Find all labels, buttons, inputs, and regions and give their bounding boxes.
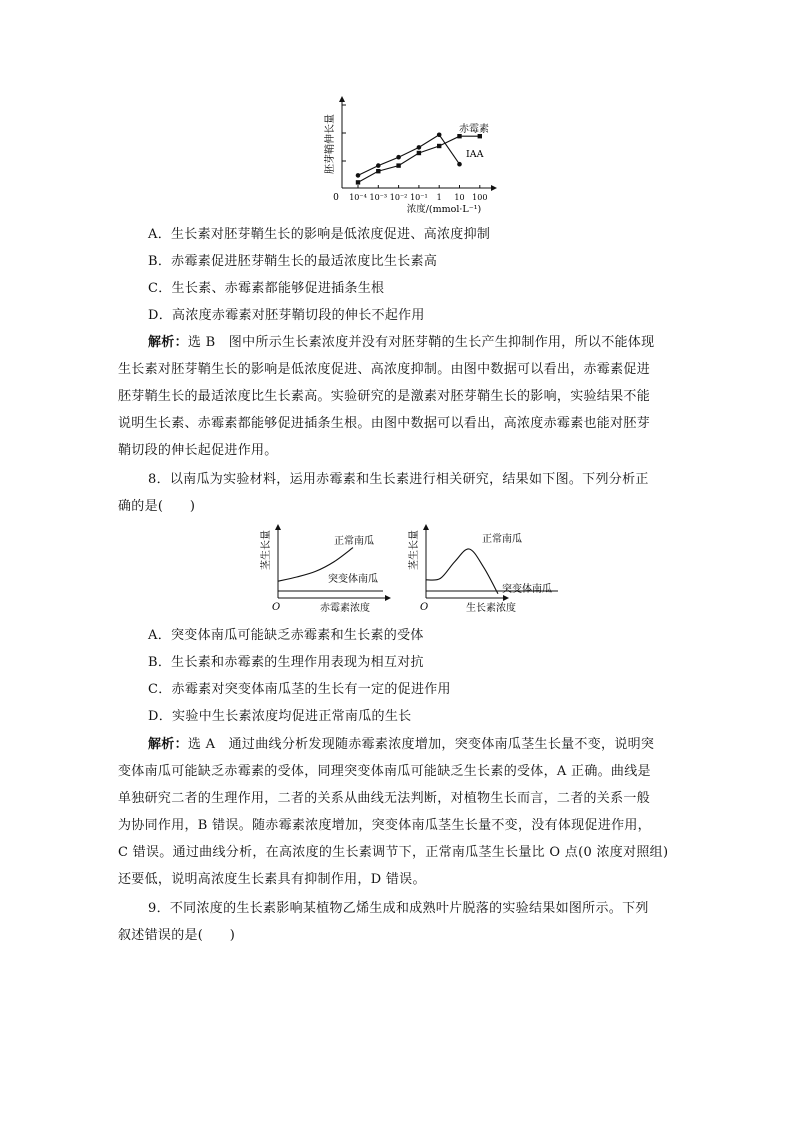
x-axis-arrow: [385, 595, 391, 601]
q8-stem-line-1: 8．以南瓜为实验材料，运用赤霉素和生长素进行相关研究，结果如下图。下列分析正: [148, 472, 649, 487]
iaa-point: [437, 133, 442, 138]
q8-analysis-line-6: 还要低，说明高浓度生长素具有抑制作用，D 错误。: [118, 872, 426, 887]
gibberellin-point: [437, 144, 441, 148]
y-axis-label: 胚芽鞘伸长量: [325, 114, 336, 174]
iaa-point: [376, 163, 381, 168]
x-axis-label: 浓度/(mmol·L⁻¹): [406, 204, 482, 215]
q7-analysis-label: 解析：: [148, 335, 188, 350]
y-axis-arrow: [339, 96, 345, 102]
iaa-point: [417, 145, 422, 150]
q9-stem-line-2: 叙述错误的是( ): [118, 928, 236, 943]
q9-stem-line-1: 9．不同浓度的生长素影响某植物乙烯生成和成熟叶片脱落的实验结果如图所示。下列: [148, 901, 649, 916]
q7-option-d: D．高浓度赤霉素对胚芽鞘切段的伸长不起作用: [148, 308, 425, 323]
x-tick-label: 1: [436, 193, 442, 202]
gibberellin-point: [417, 151, 421, 155]
gibberellin-series-line: [358, 136, 480, 182]
iaa-series-line: [358, 135, 460, 176]
x-tick-label: 10⁻¹: [410, 193, 428, 202]
gibberellin-point: [356, 180, 360, 184]
mutant-label: 突变体南瓜: [502, 584, 552, 595]
gibberellin-point: [376, 169, 380, 173]
x-axis-arrow: [491, 185, 497, 191]
x-axis-label: 生长素浓度: [466, 603, 516, 614]
x-tick-label: 10⁻³: [369, 193, 388, 202]
figure-elongation-chart: [318, 94, 518, 218]
q7-analysis-line-4: 说明生长素、赤霉素都能够促进插条生根。由图中数据可以看出，高浓度赤霉素也能对胚芽: [118, 416, 651, 431]
x-axis-arrow: [503, 595, 509, 601]
series-label-iaa: IAA: [466, 149, 484, 160]
q8-analysis-label: 解析：: [148, 737, 188, 752]
q8-stem-line-2: 确的是( ): [118, 499, 196, 514]
q8-analysis-line-1: 解析：选 A 通过曲线分析发现随赤霉素浓度增加，突变体南瓜茎生长量不变，说明突: [148, 737, 655, 752]
x-tick-label: 10⁻⁴: [349, 193, 367, 202]
q8-option-d: D．实验中生长素浓度均促进正常南瓜的生长: [148, 709, 412, 724]
origin-label: O: [420, 602, 429, 613]
y-axis-arrow: [275, 524, 281, 530]
iaa-point: [396, 155, 401, 160]
x-tick-label: 100: [472, 193, 488, 202]
series-label-gibberellin: 赤霉素: [459, 124, 489, 135]
x-tick-label: 10: [454, 193, 465, 202]
x-tick-label: 10⁻²: [389, 193, 408, 202]
normal-pumpkin-curve: [426, 549, 498, 594]
q7-analysis-line-1: 解析：选 B 图中所示生长素浓度并没有对胚芽鞘的生长产生抑制作用，所以不能体现: [148, 335, 655, 350]
figure-auxin-growth: [406, 522, 566, 614]
gibberellin-point: [396, 163, 400, 167]
q7-option-c: C．生长素、赤霉素都能够促进插条生根: [148, 281, 385, 296]
normal-label: 正常南瓜: [334, 536, 374, 547]
y-axis-label: 茎生长量: [261, 530, 272, 570]
q8-analysis-line-5: C 错误。通过曲线分析，在高浓度的生长素调节下，正常南瓜茎生长量比 O 点(0 浓度对照组): [118, 845, 669, 860]
q8-analysis-line-4: 为协同作用，B 错误。随赤霉素浓度增加，突变体南瓜茎生长量不变，没有体现促进作用，: [118, 818, 651, 833]
q7-analysis-line-2: 生长素对胚芽鞘生长的影响是低浓度促进、高浓度抑制。由图中数据可以看出，赤霉素促进: [118, 362, 651, 377]
normal-label: 正常南瓜: [482, 534, 522, 545]
q7-analysis-line-5: 鞘切段的伸长起促进作用。: [118, 443, 278, 458]
origin-label: 0: [333, 193, 339, 203]
mutant-label: 突变体南瓜: [328, 574, 378, 585]
iaa-point: [356, 173, 361, 178]
q7-option-a: A．生长素对胚芽鞘生长的影响是低浓度促进、高浓度抑制: [148, 227, 491, 242]
origin-label: O: [272, 602, 281, 613]
q8-option-c: C．赤霉素对突变体南瓜茎的生长有一定的促进作用: [148, 682, 451, 697]
iaa-point: [457, 162, 462, 167]
figure-gibberellin-growth: [258, 522, 398, 614]
q8-option-a: A．突变体南瓜可能缺乏赤霉素和生长素的受体: [148, 628, 424, 643]
q8-option-b: B．生长素和赤霉素的生理作用表现为相互对抗: [148, 655, 424, 670]
q7-option-b: B．赤霉素促进胚芽鞘生长的最适浓度比生长素高: [148, 254, 438, 269]
q8-analysis-line-2: 变体南瓜可能缺乏赤霉素的受体，同理突变体南瓜可能缺乏生长素的受体，A 正确。曲线是: [118, 764, 651, 779]
y-axis-label: 茎生长量: [409, 530, 420, 570]
q8-analysis-line-3: 单独研究二者的生理作用，二者的关系从曲线无法判断，对植物生长而言，二者的关系一般: [118, 791, 651, 806]
q7-analysis-line-3: 胚芽鞘生长的最适浓度比生长素高。实验研究的是激素对胚芽鞘生长的影响，实验结果不能: [118, 389, 651, 404]
y-axis-arrow: [423, 524, 429, 530]
x-axis-label: 赤霉素浓度: [320, 603, 370, 614]
